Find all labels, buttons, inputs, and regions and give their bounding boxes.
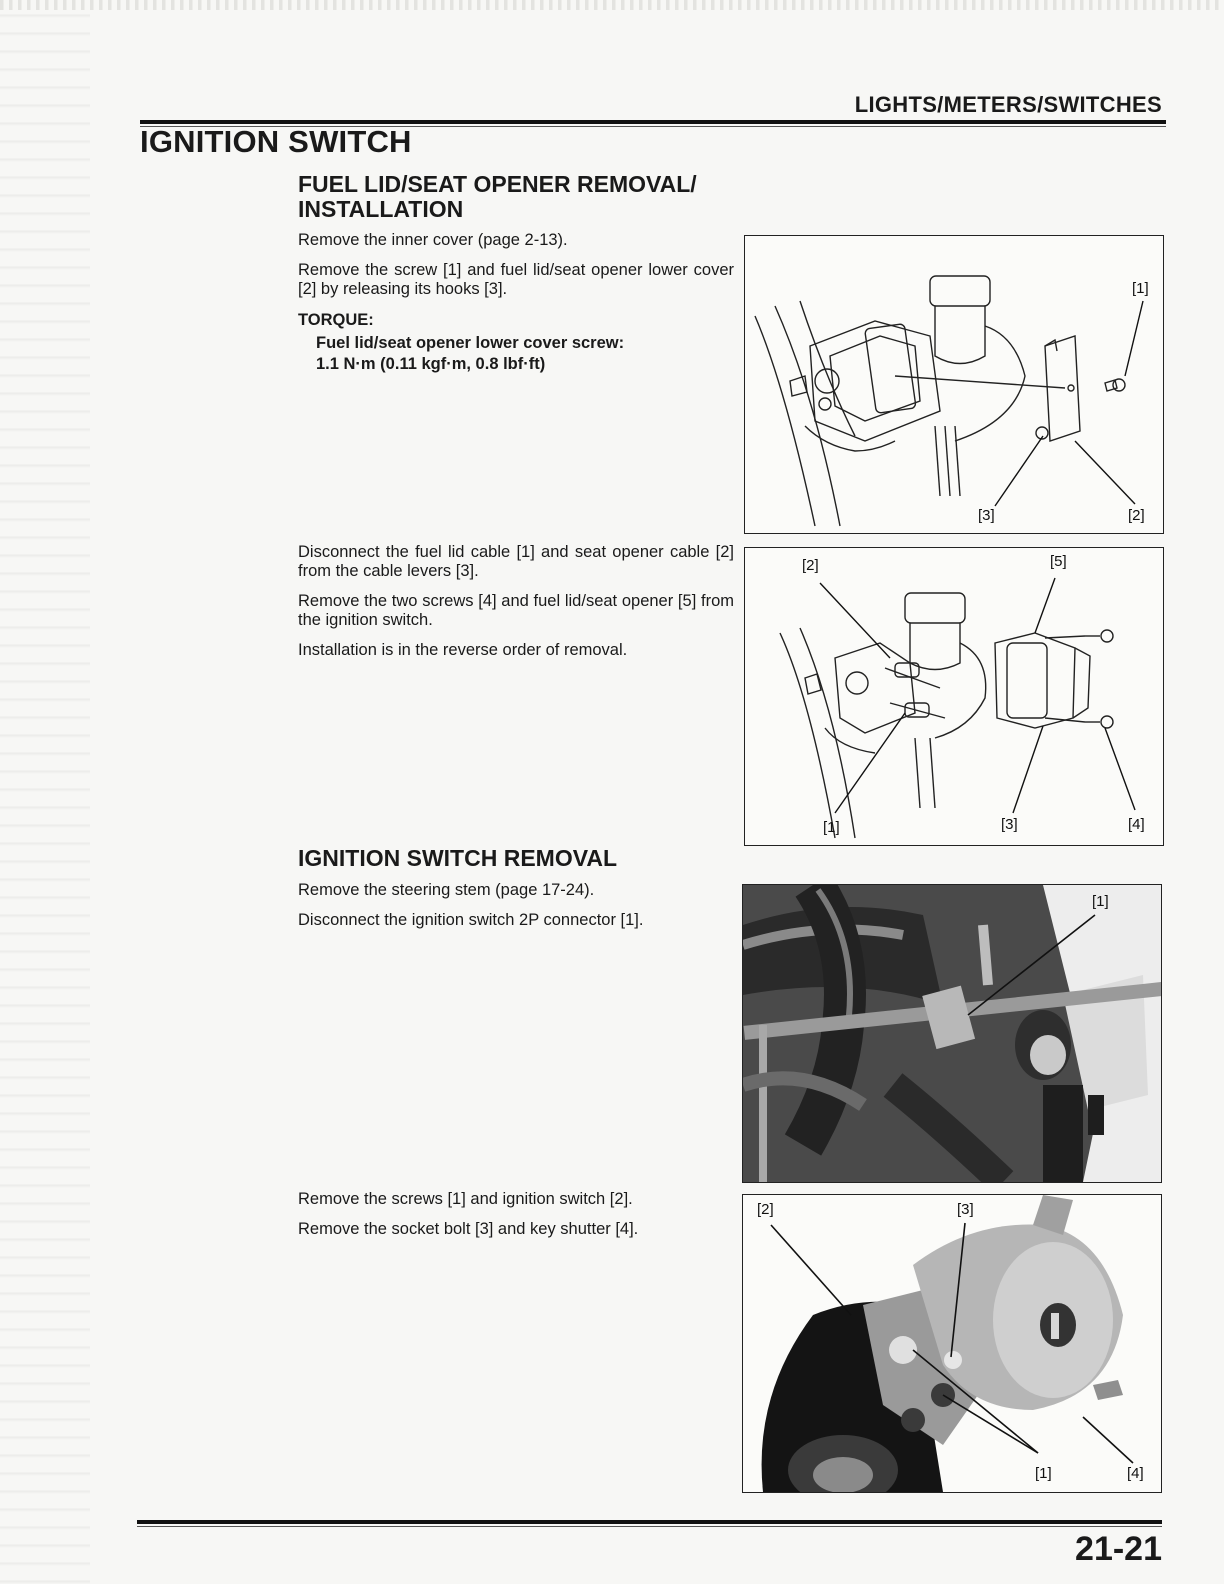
section-header: LIGHTS/METERS/SWITCHES bbox=[854, 92, 1162, 117]
callout-3: [3] bbox=[957, 1201, 974, 1218]
torque-value: 1.1 N·m (0.11 kgf·m, 0.8 lbf·ft) bbox=[316, 355, 546, 373]
callout-1: [1] bbox=[1035, 1465, 1052, 1482]
ignition-removal-heading: IGNITION SWITCH REMOVAL bbox=[298, 845, 618, 871]
footer-rule-thin bbox=[137, 1526, 1162, 1527]
fuel-lid-heading-line1: FUEL LID/SEAT OPENER REMOVAL/ bbox=[298, 171, 697, 197]
ignition-removal-step1: Remove the steering stem (page 17-24). bbox=[298, 881, 595, 899]
callout-1: [1] bbox=[1132, 280, 1149, 297]
callout-1: [1] bbox=[1092, 893, 1109, 910]
fuel-lid-step1: Remove the inner cover (page 2-13). bbox=[298, 231, 568, 249]
figure-lower-cover bbox=[744, 235, 1164, 534]
callout-3: [3] bbox=[978, 507, 995, 524]
opener-drawing bbox=[745, 548, 1163, 845]
lower-cover-drawing bbox=[745, 236, 1163, 533]
scan-artifact-top bbox=[0, 0, 1224, 10]
photo-connector bbox=[742, 884, 1162, 1183]
footer-rule bbox=[137, 1520, 1162, 1524]
page-title: IGNITION SWITCH bbox=[140, 124, 412, 159]
fuel-lid-step3: Disconnect the fuel lid cable [1] and seat opener cable [2] from the cable levers [3]. bbox=[298, 543, 734, 580]
callout-2: [2] bbox=[1128, 507, 1145, 524]
connector-photo bbox=[743, 885, 1161, 1182]
callout-4: [4] bbox=[1128, 816, 1145, 833]
ignition-removal-step3: Remove the screws [1] and ignition switch [2]. bbox=[298, 1190, 633, 1208]
fuel-lid-heading bbox=[298, 172, 738, 222]
scan-artifact-left bbox=[0, 0, 90, 1584]
fuel-lid-step4: Remove the two screws [4] and fuel lid/seat opener [5] from the ignition switch. bbox=[298, 592, 734, 629]
ignition-switch-photo bbox=[743, 1195, 1161, 1492]
photo-ignition-switch bbox=[742, 1194, 1162, 1493]
callout-2: [2] bbox=[757, 1201, 774, 1218]
torque-item: Fuel lid/seat opener lower cover screw: bbox=[316, 334, 625, 352]
page-number: 21-21 bbox=[1075, 1530, 1162, 1568]
callout-2: [2] bbox=[802, 557, 819, 574]
callout-5: [5] bbox=[1050, 553, 1067, 570]
torque-spec bbox=[316, 333, 624, 375]
torque-label: TORQUE: bbox=[298, 311, 374, 329]
figure-opener bbox=[744, 547, 1164, 846]
fuel-lid-step5: Installation is in the reverse order of removal. bbox=[298, 641, 628, 659]
ignition-removal-step2: Disconnect the ignition switch 2P connector [1]. bbox=[298, 911, 644, 929]
fuel-lid-heading-line2: INSTALLATION bbox=[298, 196, 464, 222]
fuel-lid-step2: Remove the screw [1] and fuel lid/seat opener lower cover [2] by releasing its hooks [3]. bbox=[298, 261, 734, 298]
callout-1: [1] bbox=[823, 819, 840, 836]
ignition-removal-step4: Remove the socket bolt [3] and key shutter [4]. bbox=[298, 1220, 639, 1238]
callout-3: [3] bbox=[1001, 816, 1018, 833]
callout-4: [4] bbox=[1127, 1465, 1144, 1482]
